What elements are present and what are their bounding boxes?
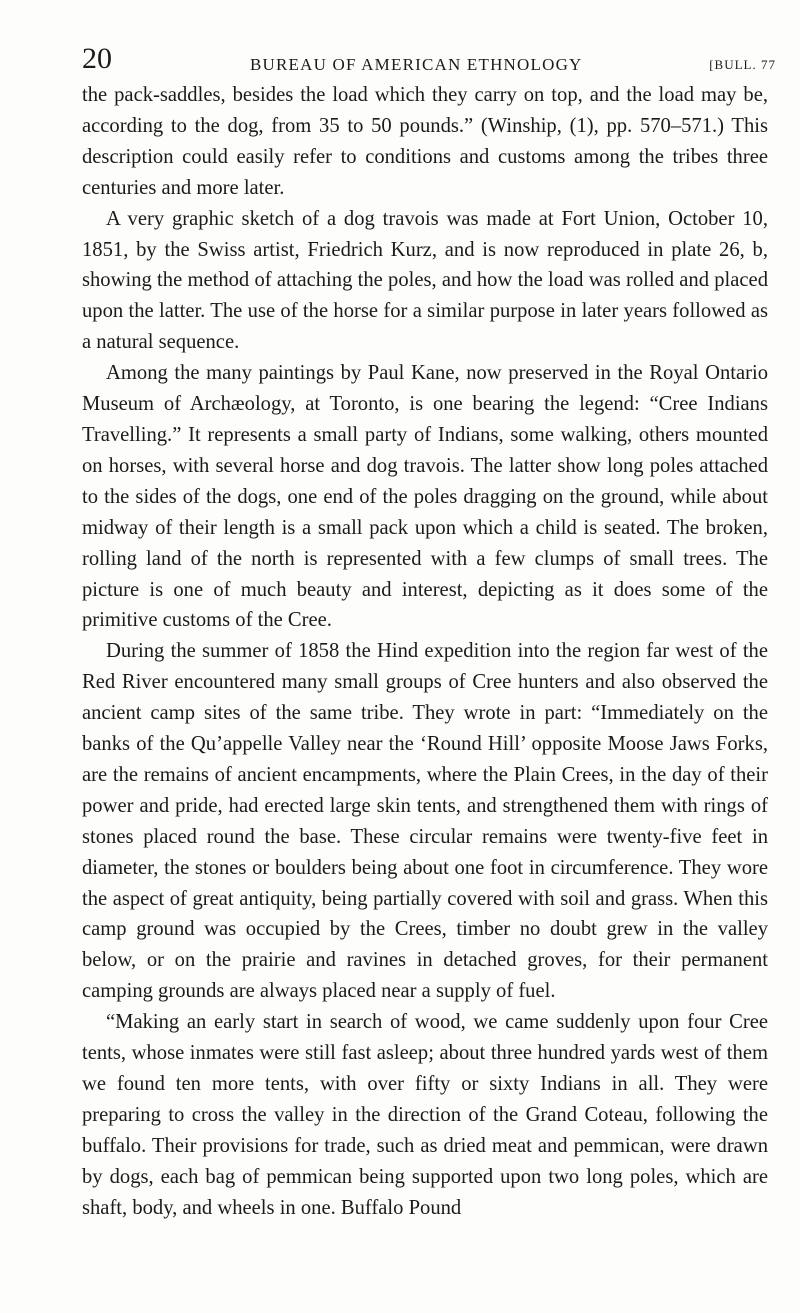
paragraph-paul-kane: Among the many paintings by Paul Kane, now preserved in the Royal Ontario Museum of Archæology, at Toronto, is one bearing the legend: “Cree Indians Travelling.” It represents a small party of Indians, some walking, others mounted on horses, with several horse and dog travois. The latter show long poles attached to the sides of the dogs, one end of the poles dragging on the ground, while about midway of their length is a small pack upon which a child is seated. The broken, rolling land of the north is represented with a few clumps of small trees. The picture is one of much beauty and interest, depicting as it does some of the primitive customs of the Cree.	[82, 362, 768, 632]
body-text	[82, 80, 768, 1224]
running-title: BUREAU OF AMERICAN ETHNOLOGY	[250, 55, 583, 74]
page-header	[82, 42, 776, 82]
page-number: 20	[82, 42, 112, 75]
paragraph-quotation: “Making an early start in search of wood, we came suddenly upon four Cree tents, whose inmates were still fast asleep; about three hundred yards west of them we found ten more tents, with over fifty or sixty Indians in all. They were preparing to cross the valley in the direction of the Grand Coteau, following the buffalo. Their provisions for trade, such as dried meat and pemmican, were drawn by dogs, each bag of pemmican being supported upon two long poles, which are shaft, body, and wheels in one. Buffalo Pound	[82, 1011, 768, 1219]
paragraph-hind-expedition: During the summer of 1858 the Hind expedition into the region far west of the Red River encountered many small groups of Cree hunters and also observed the ancient camp sites of the same tribe. They wrote in part: “Immediately on the banks of the Qu’appelle Valley near the ‘Round Hill’ opposite Moose Jaws Forks, are the remains of ancient encampments, where the Plain Crees, in the day of their power and pride, had erected large skin tents, and strengthened them with rings of stones placed round the base. These circular remains were twenty-five feet in diameter, the stones or boulders being about one foot in circumference. They wore the aspect of great antiquity, being partially covered with soil and grass. When this camp ground was occupied by the Crees, timber no doubt grew in the valley below, or on the prairie and ravines in detached groves, for their permanent camping grounds are always placed near a supply of fuel.	[82, 640, 768, 1003]
paragraph-continued: the pack-saddles, besides the load which they carry on top, and the load may be, according to the dog, from 35 to 50 pounds.” (Winship, (1), pp. 570–571.) This description could easily refer to conditions and customs among the tribes three centuries and more later.	[82, 84, 768, 199]
paragraph-dog-travois-sketch: A very graphic sketch of a dog travois was made at Fort Union, October 10, 1851, by the Swiss artist, Friedrich Kurz, and is now reproduced in plate 26, b, showing the method of attaching the poles, and how the load was rolled and placed upon the latter. The use of the horse for a similar purpose in later years followed as a natural sequence.	[82, 207, 768, 354]
bulletin-label: [BULL. 77	[709, 57, 776, 72]
